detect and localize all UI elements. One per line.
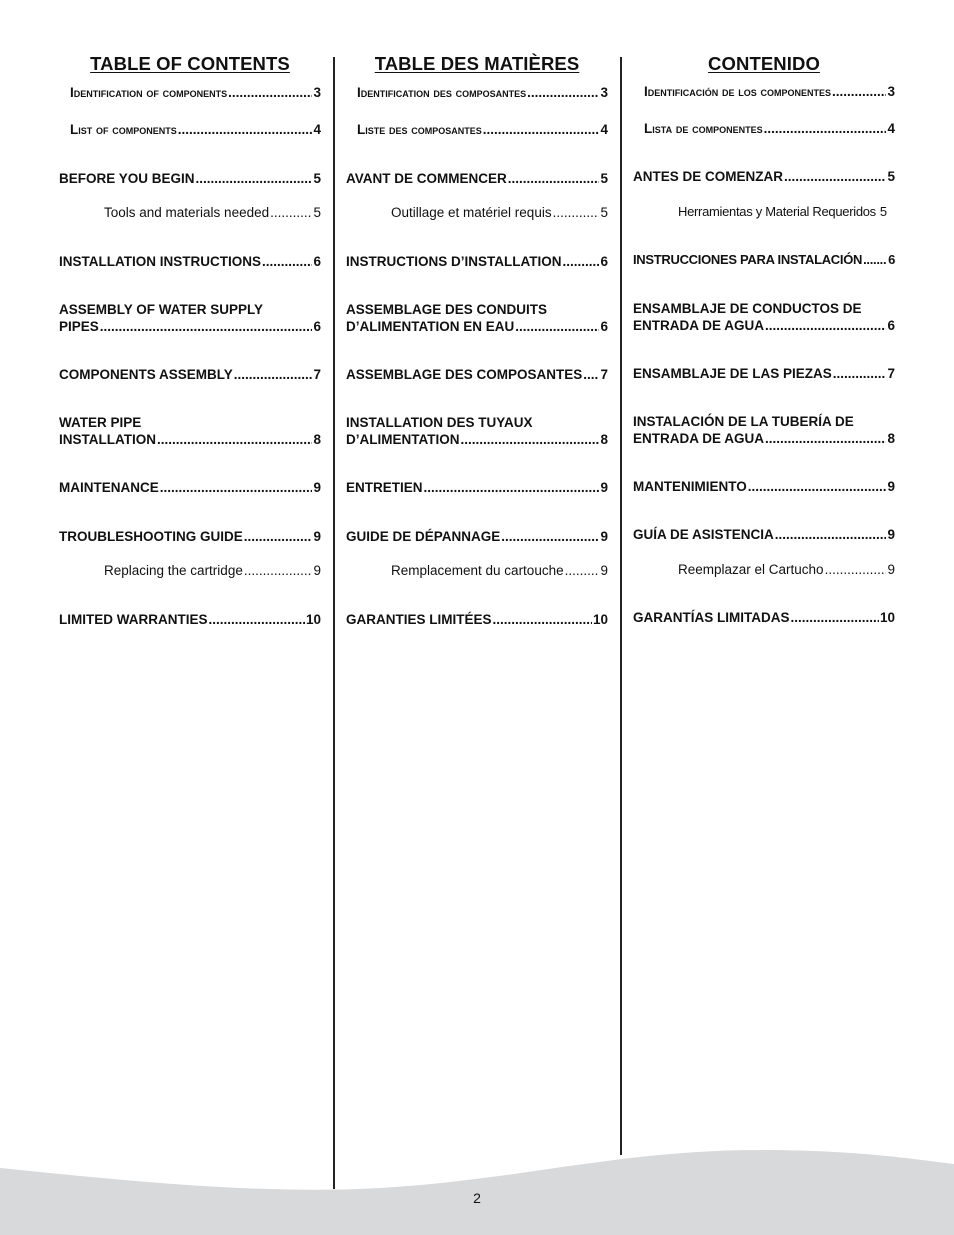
entry-title: INSTRUCTIONS D’INSTALLATION bbox=[346, 254, 562, 269]
entry-page: 5 bbox=[600, 205, 608, 220]
entry-title: Identification of components bbox=[70, 85, 228, 100]
entry-title: TROUBLESHOOTING GUIDE bbox=[59, 529, 243, 544]
entry-page: 9 bbox=[600, 480, 608, 495]
toc-column-english bbox=[59, 52, 321, 627]
entry-page: 3 bbox=[600, 85, 608, 100]
entry-page: 6 bbox=[313, 319, 321, 334]
toc-entry[interactable] bbox=[633, 413, 895, 447]
entry-title: COMPONENTS ASSEMBLY bbox=[59, 367, 233, 382]
entry-title: ENTRADA DE AGUA bbox=[633, 431, 764, 446]
entry-page: 4 bbox=[887, 121, 895, 136]
entry-title: INSTALLATION INSTRUCTIONS bbox=[59, 254, 261, 269]
toc-entry[interactable] bbox=[59, 611, 321, 628]
column-heading: TABLE DES MATIÈRES bbox=[374, 53, 580, 74]
entry-page: 9 bbox=[887, 527, 895, 542]
entry-page: 5 bbox=[879, 204, 887, 219]
entry-page: 9 bbox=[887, 562, 895, 577]
entry-title: Identificación de los componentes bbox=[644, 84, 832, 99]
toc-subentry[interactable] bbox=[346, 562, 608, 579]
entry-page: 5 bbox=[313, 171, 321, 186]
toc-entry[interactable] bbox=[346, 414, 608, 448]
entry-title: ANTES DE COMENZAR bbox=[633, 169, 784, 184]
entry-title: MAINTENANCE bbox=[59, 480, 159, 495]
entry-page: 9 bbox=[887, 479, 895, 494]
entry-title: Outillage et matériel requis bbox=[391, 205, 552, 220]
entry-page: 9 bbox=[313, 480, 321, 495]
column-heading: TABLE OF CONTENTS bbox=[90, 53, 290, 74]
entry-page: 10 bbox=[879, 610, 895, 625]
entry-title: BEFORE YOU BEGIN bbox=[59, 171, 195, 186]
toc-entry[interactable] bbox=[59, 170, 321, 187]
toc-entry[interactable] bbox=[59, 121, 321, 138]
entry-title: GUIDE DE DÉPANNAGE bbox=[346, 529, 501, 544]
toc-column-spanish bbox=[633, 52, 895, 625]
toc-column-french bbox=[346, 52, 608, 627]
entry-title: Herramientas y Material Requeridos bbox=[678, 204, 876, 219]
toc-entry[interactable] bbox=[633, 83, 895, 100]
entry-title: Replacing the cartridge bbox=[104, 563, 243, 578]
entry-page: 6 bbox=[600, 254, 608, 269]
toc-entry[interactable] bbox=[59, 528, 321, 545]
entry-title: INSTALLATION bbox=[59, 432, 156, 447]
entry-page: 8 bbox=[887, 431, 895, 446]
toc-subentry[interactable] bbox=[633, 561, 895, 578]
entry-title: D’ALIMENTATION bbox=[346, 432, 460, 447]
entry-page: 9 bbox=[600, 563, 608, 578]
toc-entry[interactable] bbox=[633, 120, 895, 137]
entry-page: 5 bbox=[887, 169, 895, 184]
entry-title: Remplacement du cartouche bbox=[391, 563, 564, 578]
entry-title: LIMITED WARRANTIES bbox=[59, 612, 208, 627]
entry-page: 4 bbox=[600, 122, 608, 137]
entry-page: 9 bbox=[313, 529, 321, 544]
toc-entry[interactable] bbox=[59, 253, 321, 270]
toc-entry[interactable] bbox=[633, 526, 895, 543]
entry-page: 7 bbox=[600, 367, 608, 382]
entry-page: 6 bbox=[888, 252, 895, 267]
entry-page: 3 bbox=[887, 84, 895, 99]
entry-page: 4 bbox=[313, 122, 321, 137]
toc-entry[interactable] bbox=[346, 121, 608, 138]
entry-title: AVANT DE COMMENCER bbox=[346, 171, 507, 186]
entry-page: 10 bbox=[592, 612, 608, 627]
toc-entry[interactable] bbox=[633, 478, 895, 495]
entry-title: Tools and materials needed bbox=[104, 205, 270, 220]
toc-entry[interactable] bbox=[633, 300, 895, 334]
entry-title: Identification des composantes bbox=[357, 85, 527, 100]
entry-page: 5 bbox=[600, 171, 608, 186]
entry-title: Reemplazar el Cartucho bbox=[678, 562, 824, 577]
toc-entry[interactable] bbox=[633, 609, 895, 626]
entry-title: Liste des composantes bbox=[357, 122, 482, 137]
page-number: 2 bbox=[473, 1190, 481, 1206]
toc-subentry[interactable] bbox=[633, 203, 895, 220]
toc-entry[interactable] bbox=[633, 168, 895, 185]
toc-subentry[interactable] bbox=[59, 204, 321, 221]
entry-page: 9 bbox=[600, 529, 608, 544]
toc-subentry[interactable] bbox=[59, 562, 321, 579]
entry-title-line1: WATER PIPE bbox=[59, 415, 142, 430]
entry-title: MANTENIMIENTO bbox=[633, 479, 747, 494]
toc-entry[interactable] bbox=[59, 301, 321, 335]
entry-page: 9 bbox=[313, 563, 321, 578]
toc-entry[interactable] bbox=[59, 414, 321, 448]
toc-entry[interactable] bbox=[59, 84, 321, 101]
column-divider-right bbox=[620, 57, 622, 1155]
column-heading: CONTENIDO bbox=[708, 53, 820, 74]
toc-entry[interactable] bbox=[346, 170, 608, 187]
toc-subentry[interactable] bbox=[346, 204, 608, 221]
entry-title: INSTRUCCIONES PARA INSTALACIÓN bbox=[633, 252, 863, 267]
entry-title-line1: INSTALLATION DES TUYAUX bbox=[346, 415, 533, 430]
entry-page: 5 bbox=[313, 205, 321, 220]
toc-entry[interactable] bbox=[59, 479, 321, 496]
entry-title: GUÍA DE ASISTENCIA bbox=[633, 527, 774, 542]
entry-page: 6 bbox=[313, 254, 321, 269]
column-divider-left bbox=[333, 57, 335, 1189]
toc-entry[interactable] bbox=[346, 253, 608, 270]
entry-title: ENTRADA DE AGUA bbox=[633, 318, 764, 333]
entry-title: GARANTÍAS LIMITADAS bbox=[633, 610, 790, 625]
toc-entry[interactable] bbox=[59, 366, 321, 383]
entry-page: 3 bbox=[313, 85, 321, 100]
toc-entry[interactable] bbox=[346, 479, 608, 496]
entry-title-line1: ASSEMBLY OF WATER SUPPLY bbox=[59, 302, 264, 317]
toc-entry[interactable] bbox=[346, 528, 608, 545]
toc-entry[interactable] bbox=[633, 365, 895, 382]
entry-title-line1: ASSEMBLAGE DES CONDUITS bbox=[346, 302, 548, 317]
entry-page: 6 bbox=[887, 318, 895, 333]
entry-title: ASSEMBLAGE DES COMPOSANTES bbox=[346, 367, 583, 382]
entry-title: PIPES bbox=[59, 319, 99, 334]
toc-entry[interactable] bbox=[346, 301, 608, 335]
entry-page: 7 bbox=[887, 366, 895, 381]
entry-title: Lista de componentes bbox=[644, 121, 763, 136]
entry-page: 6 bbox=[600, 319, 608, 334]
entry-title: ENTRETIEN bbox=[346, 480, 423, 495]
entry-title: GARANTIES LIMITÉES bbox=[346, 612, 492, 627]
entry-page: 10 bbox=[305, 612, 321, 627]
toc-entry[interactable] bbox=[346, 366, 608, 383]
toc-entry[interactable] bbox=[346, 84, 608, 101]
entry-page: 7 bbox=[313, 367, 321, 382]
entry-title: ENSAMBLAJE DE LAS PIEZAS bbox=[633, 366, 832, 381]
toc-entry[interactable] bbox=[633, 251, 895, 268]
entry-title-line1: INSTALACIÓN DE LA TUBERÍA DE bbox=[633, 414, 854, 429]
entry-title: List of components bbox=[70, 122, 177, 137]
entry-page: 8 bbox=[313, 432, 321, 447]
toc-entry[interactable] bbox=[346, 611, 608, 628]
entry-title: D’ALIMENTATION EN EAU bbox=[346, 319, 515, 334]
entry-page: 8 bbox=[600, 432, 608, 447]
entry-title-line1: ENSAMBLAJE DE CONDUCTOS DE bbox=[633, 301, 862, 316]
